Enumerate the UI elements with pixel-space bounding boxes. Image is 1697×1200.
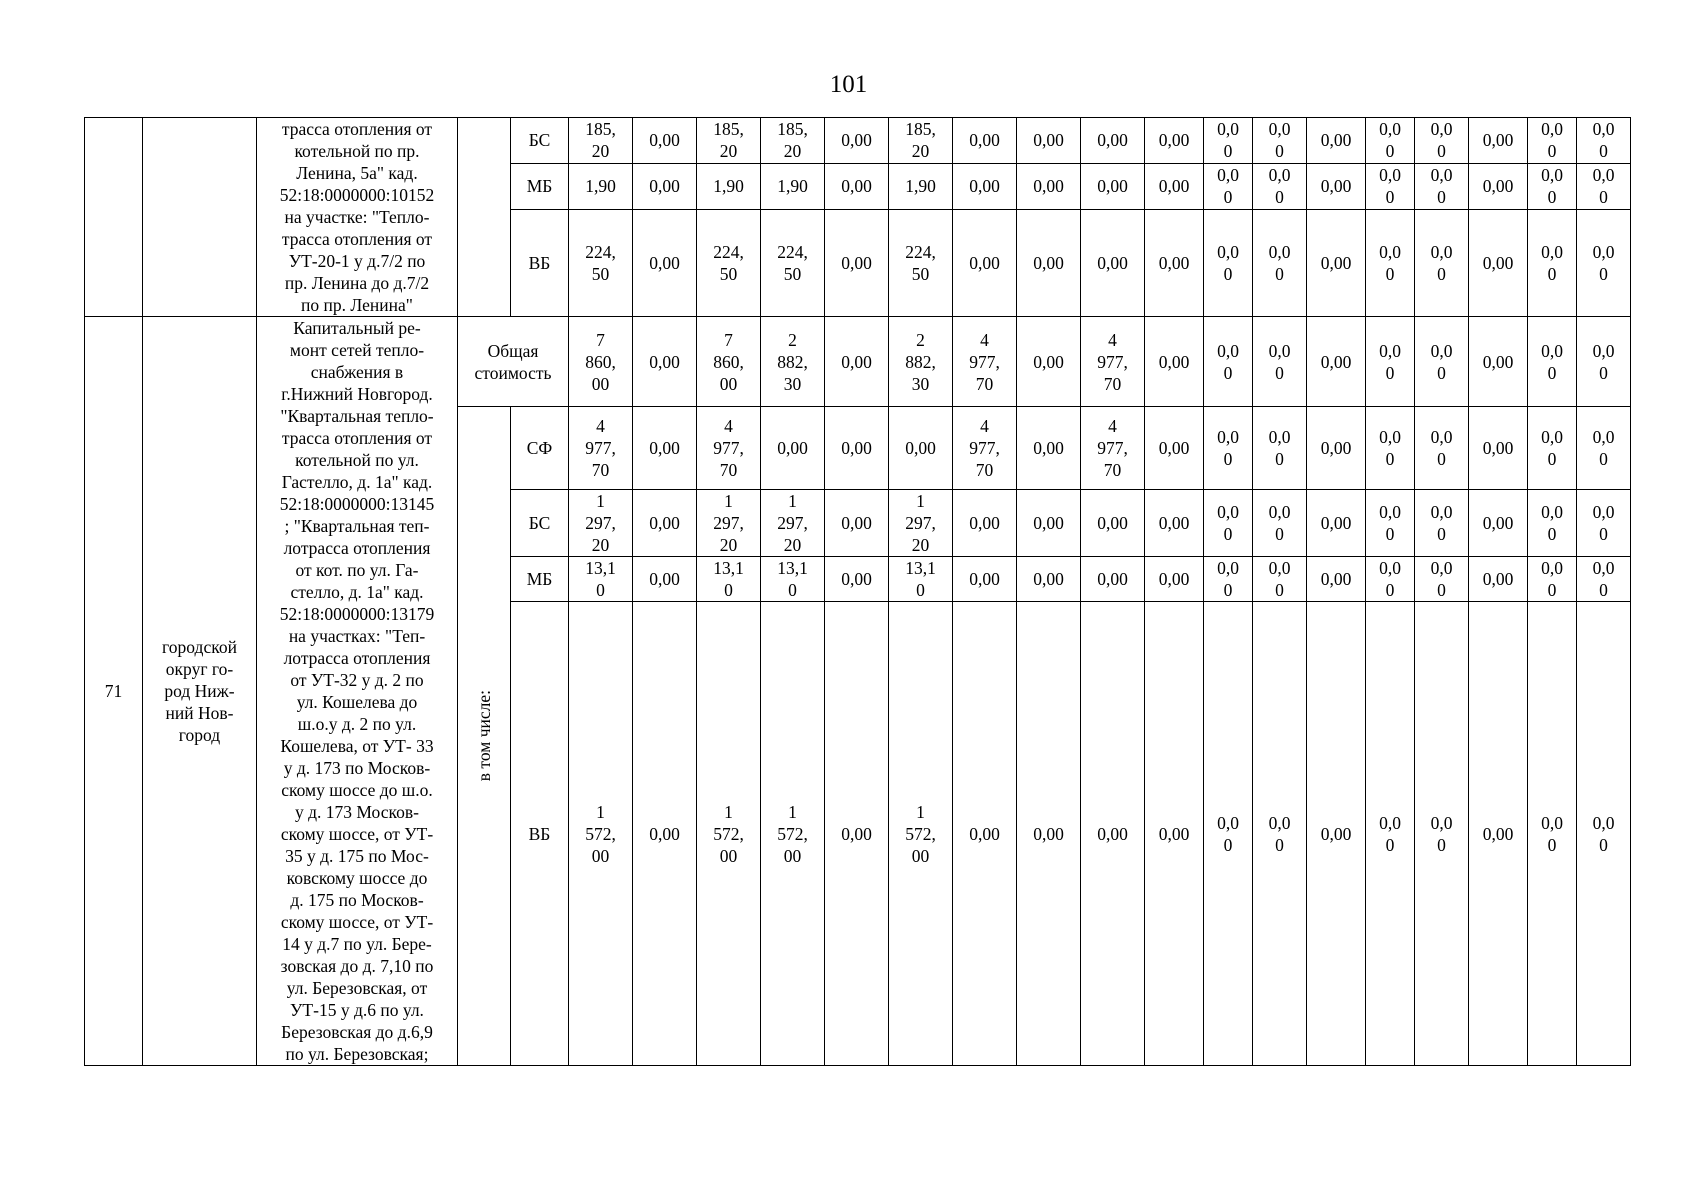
value-cell: 0,00 — [1017, 118, 1081, 164]
value-cell: 0,0 0 — [1528, 602, 1577, 1066]
value-cell: 0,0 0 — [1204, 490, 1253, 557]
value-cell: 1,90 — [697, 163, 761, 209]
value-cell: 0,0 0 — [1415, 407, 1469, 490]
value-cell: 0,0 0 — [1415, 118, 1469, 164]
value-cell: 0,0 0 — [1577, 317, 1631, 407]
value-cell: 4 977, 70 — [569, 407, 633, 490]
value-cell: 0,0 0 — [1366, 317, 1415, 407]
value-cell: 0,00 — [633, 602, 697, 1066]
value-cell: 185, 20 — [889, 118, 953, 164]
value-cell: 0,0 0 — [1528, 118, 1577, 164]
value-cell: 0,00 — [825, 317, 889, 407]
value-cell: 0,0 0 — [1253, 209, 1307, 316]
value-cell: 0,00 — [1081, 118, 1145, 164]
row-number: 71 — [85, 317, 143, 1066]
value-cell: 13,1 0 — [889, 557, 953, 602]
value-cell: 0,00 — [825, 557, 889, 602]
value-cell: 0,0 0 — [1253, 602, 1307, 1066]
value-cell: 224, 50 — [697, 209, 761, 316]
funding-source: МБ — [511, 163, 569, 209]
value-cell: 0,0 0 — [1366, 118, 1415, 164]
value-cell: 185, 20 — [761, 118, 825, 164]
value-cell: 0,00 — [1469, 163, 1528, 209]
value-cell: 0,00 — [1145, 163, 1204, 209]
value-cell: 0,0 0 — [1577, 209, 1631, 316]
value-cell: 0,0 0 — [1204, 209, 1253, 316]
value-cell: 185, 20 — [569, 118, 633, 164]
value-cell: 0,0 0 — [1577, 118, 1631, 164]
value-cell: 0,00 — [1145, 118, 1204, 164]
value-cell: 0,00 — [633, 490, 697, 557]
value-cell: 0,00 — [953, 490, 1017, 557]
value-cell: 0,0 0 — [1204, 163, 1253, 209]
value-cell: 0,00 — [1469, 317, 1528, 407]
value-cell: 0,00 — [1307, 118, 1366, 164]
value-cell: 0,00 — [1307, 557, 1366, 602]
value-cell: 1 297, 20 — [761, 490, 825, 557]
value-cell: 0,0 0 — [1577, 490, 1631, 557]
value-cell: 7 860, 00 — [697, 317, 761, 407]
value-cell: 0,0 0 — [1577, 602, 1631, 1066]
value-cell: 0,0 0 — [1415, 209, 1469, 316]
value-cell: 0,00 — [1081, 163, 1145, 209]
table-row — [85, 317, 1631, 407]
page-number: 101 — [829, 71, 868, 98]
value-cell: 0,00 — [1145, 209, 1204, 316]
value-cell: 0,0 0 — [1253, 118, 1307, 164]
value-cell: 1 297, 20 — [889, 490, 953, 557]
value-cell: 0,00 — [633, 557, 697, 602]
value-cell: 0,00 — [1017, 557, 1081, 602]
value-cell: 2 882, 30 — [761, 317, 825, 407]
value-cell: 0,0 0 — [1366, 407, 1415, 490]
value-cell: 0,00 — [1307, 317, 1366, 407]
value-cell: 0,0 0 — [1577, 557, 1631, 602]
value-cell: 0,00 — [1145, 490, 1204, 557]
value-cell: 0,00 — [1469, 407, 1528, 490]
value-cell: 0,00 — [1145, 557, 1204, 602]
value-cell: 1,90 — [889, 163, 953, 209]
value-cell: 0,0 0 — [1528, 317, 1577, 407]
object-description: трасса отопления от котельной по пр. Ленина, 5а" кад. 52:18:0000000:10152 на участке: "Тепло- трасса отопления от УТ-20-1 у д.7/2 по пр. Ленина до д.7/2 по пр. Ленина" — [257, 118, 458, 317]
value-cell: 0,00 — [953, 118, 1017, 164]
value-cell: 0,00 — [1469, 209, 1528, 316]
value-cell: 0,00 — [953, 163, 1017, 209]
funding-source: ВБ — [511, 209, 569, 316]
value-cell: 0,00 — [1081, 209, 1145, 316]
value-cell: 224, 50 — [569, 209, 633, 316]
value-cell: 2 882, 30 — [889, 317, 953, 407]
value-cell: 0,0 0 — [1204, 557, 1253, 602]
value-cell: 1 297, 20 — [569, 490, 633, 557]
value-cell: 0,00 — [1307, 490, 1366, 557]
value-cell: 0,00 — [825, 602, 889, 1066]
region-cell — [143, 118, 257, 317]
funding-source: ВБ — [511, 602, 569, 1066]
funding-source: БС — [511, 118, 569, 164]
value-cell: 0,00 — [1145, 407, 1204, 490]
value-cell: 0,00 — [633, 163, 697, 209]
value-cell: 0,00 — [1145, 317, 1204, 407]
value-cell: 0,00 — [633, 209, 697, 316]
value-cell: 0,0 0 — [1366, 490, 1415, 557]
value-cell: 0,0 0 — [1528, 209, 1577, 316]
including-label: в том числе: — [474, 690, 494, 782]
budget-table — [84, 117, 1631, 1066]
value-cell: 0,00 — [825, 490, 889, 557]
value-cell: 0,0 0 — [1415, 602, 1469, 1066]
value-cell: 185, 20 — [697, 118, 761, 164]
value-cell: 0,0 0 — [1528, 407, 1577, 490]
value-cell: 0,0 0 — [1366, 209, 1415, 316]
value-cell: 0,0 0 — [1253, 163, 1307, 209]
value-cell: 1,90 — [761, 163, 825, 209]
funding-source: МБ — [511, 557, 569, 602]
value-cell: 0,0 0 — [1253, 317, 1307, 407]
value-cell: 0,00 — [825, 118, 889, 164]
value-cell: 0,00 — [889, 407, 953, 490]
value-cell: 0,00 — [633, 118, 697, 164]
including-cell — [458, 118, 511, 317]
value-cell: 0,0 0 — [1415, 317, 1469, 407]
value-cell: 0,00 — [1081, 602, 1145, 1066]
value-cell: 7 860, 00 — [569, 317, 633, 407]
value-cell: 4 977, 70 — [953, 317, 1017, 407]
object-description: Капитальный ре- монт сетей тепло- снабжения в г.Нижний Новгород. "Квартальная тепло- трасса отопления от котельной по ул. Гастелло, д. 1а" кад. 52:18:0000000:13145 ; "Квартальная теп- лотрасса отопления от кот. по ул. Га- стелло, д. 1а" кад. 52:18:0000000:13179 на участках: "Теп- лотрасса отопления от УТ-32 у д. 2 по ул. Кошелева до ш.о.у д. 2 по ул. Кошелева, от УТ- 33 у д. 173 по Москов- скому шоссе до ш.о. у д. 173 Москов- скому шоссе, от УТ- 35 у д. 175 по Мос- ковскому шоссе до д. 175 по Москов- скому шоссе, от УТ- 14 у д.7 по ул. Бере- зовская до д. 7,10 по ул. Березовская, от УТ-15 у д.6 по ул. Березовская до д.6,9 по ул. Березовская; — [257, 317, 458, 1066]
value-cell: 0,00 — [1307, 163, 1366, 209]
value-cell: 0,00 — [633, 407, 697, 490]
value-cell: 4 977, 70 — [1081, 317, 1145, 407]
value-cell: 0,0 0 — [1366, 163, 1415, 209]
value-cell: 0,00 — [1307, 602, 1366, 1066]
value-cell: 0,00 — [1017, 163, 1081, 209]
value-cell: 0,0 0 — [1204, 118, 1253, 164]
value-cell: 1 572, 00 — [761, 602, 825, 1066]
number-cell — [85, 118, 143, 317]
value-cell: 0,00 — [953, 209, 1017, 316]
value-cell: 0,00 — [1081, 557, 1145, 602]
value-cell: 0,0 0 — [1204, 407, 1253, 490]
value-cell: 0,00 — [1307, 209, 1366, 316]
value-cell: 0,00 — [1017, 317, 1081, 407]
value-cell: 4 977, 70 — [953, 407, 1017, 490]
value-cell: 13,1 0 — [697, 557, 761, 602]
value-cell: 0,00 — [1469, 118, 1528, 164]
value-cell: 0,0 0 — [1204, 602, 1253, 1066]
value-cell: 0,00 — [1469, 557, 1528, 602]
value-cell: 0,0 0 — [1415, 557, 1469, 602]
value-cell: 0,0 0 — [1366, 602, 1415, 1066]
funding-source: СФ — [511, 407, 569, 490]
funding-source: БС — [511, 490, 569, 557]
value-cell: 0,0 0 — [1204, 317, 1253, 407]
value-cell: 0,00 — [1017, 209, 1081, 316]
value-cell: 0,00 — [1469, 602, 1528, 1066]
value-cell: 4 977, 70 — [1081, 407, 1145, 490]
table-row — [85, 118, 1631, 164]
value-cell: 1 572, 00 — [889, 602, 953, 1066]
including-label-cell — [458, 407, 511, 1066]
value-cell: 0,00 — [1017, 407, 1081, 490]
value-cell: 0,0 0 — [1253, 490, 1307, 557]
total-cost-label: Общая стоимость — [458, 317, 569, 407]
value-cell: 0,00 — [1081, 490, 1145, 557]
value-cell: 0,00 — [1017, 602, 1081, 1066]
value-cell: 0,0 0 — [1415, 490, 1469, 557]
value-cell: 0,00 — [1145, 602, 1204, 1066]
value-cell: 0,00 — [1469, 490, 1528, 557]
value-cell: 13,1 0 — [569, 557, 633, 602]
value-cell: 0,00 — [953, 602, 1017, 1066]
value-cell: 0,0 0 — [1366, 557, 1415, 602]
value-cell: 1 572, 00 — [569, 602, 633, 1066]
value-cell: 0,0 0 — [1528, 557, 1577, 602]
value-cell: 0,00 — [825, 407, 889, 490]
value-cell: 1 572, 00 — [697, 602, 761, 1066]
value-cell: 0,00 — [1307, 407, 1366, 490]
value-cell: 0,0 0 — [1253, 557, 1307, 602]
value-cell: 0,00 — [633, 317, 697, 407]
value-cell: 0,0 0 — [1528, 490, 1577, 557]
region-name: городской округ го- род Ниж- ний Нов- город — [143, 317, 257, 1066]
value-cell: 0,00 — [953, 557, 1017, 602]
value-cell: 0,0 0 — [1415, 163, 1469, 209]
value-cell: 0,00 — [761, 407, 825, 490]
value-cell: 1 297, 20 — [697, 490, 761, 557]
value-cell: 0,00 — [825, 209, 889, 316]
value-cell: 4 977, 70 — [697, 407, 761, 490]
value-cell: 224, 50 — [761, 209, 825, 316]
value-cell: 224, 50 — [889, 209, 953, 316]
value-cell: 0,00 — [1017, 490, 1081, 557]
value-cell: 0,0 0 — [1577, 407, 1631, 490]
value-cell: 0,0 0 — [1577, 163, 1631, 209]
value-cell: 13,1 0 — [761, 557, 825, 602]
value-cell: 1,90 — [569, 163, 633, 209]
value-cell: 0,0 0 — [1253, 407, 1307, 490]
value-cell: 0,00 — [825, 163, 889, 209]
value-cell: 0,0 0 — [1528, 163, 1577, 209]
